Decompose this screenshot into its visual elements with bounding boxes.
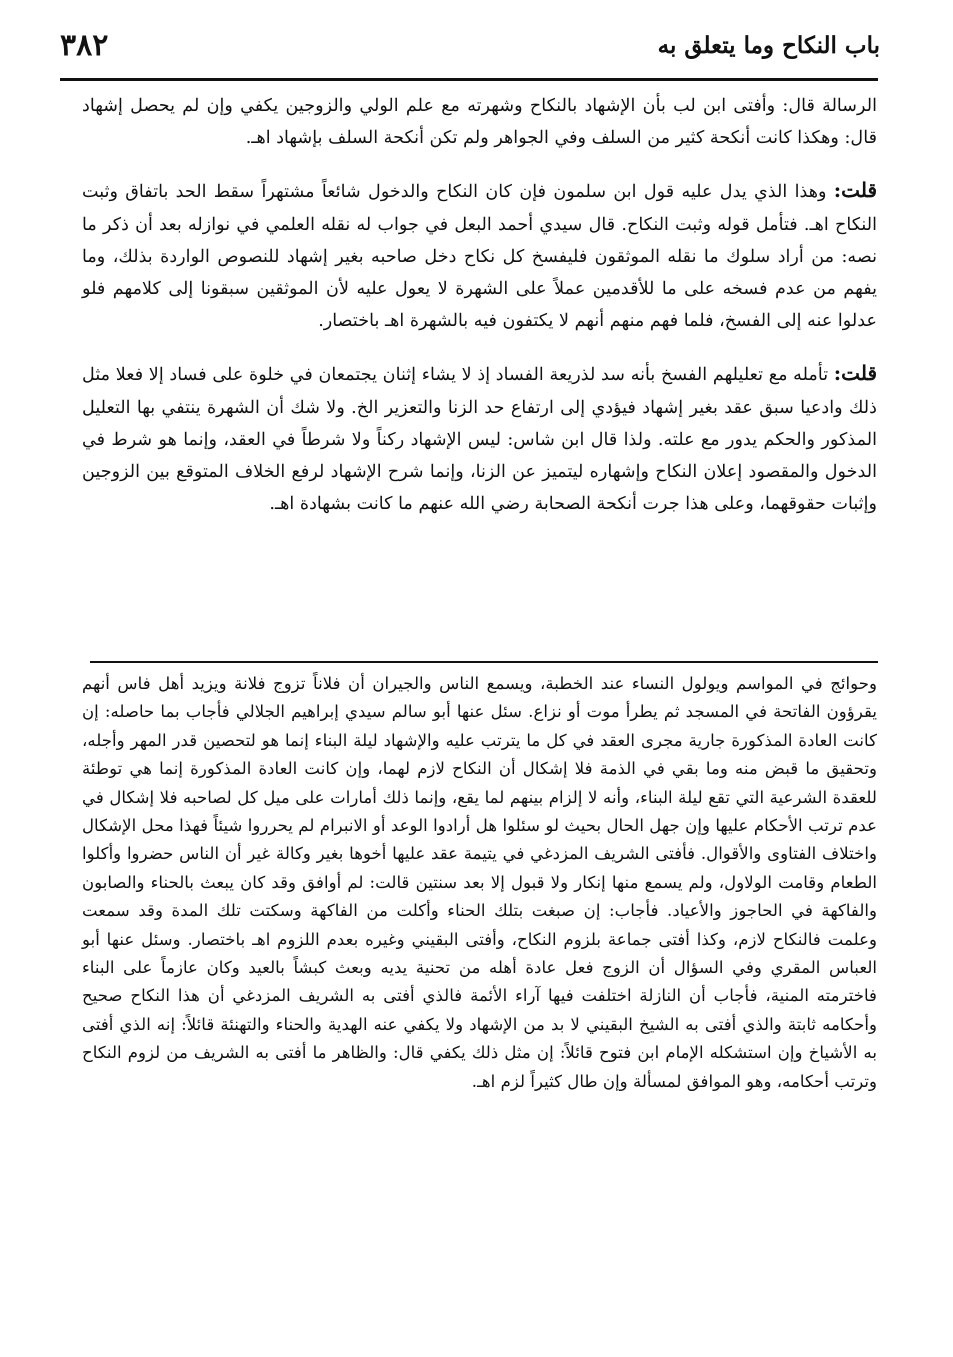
page-number: ٣٨٢ [60,28,109,63]
page-header [60,24,880,76]
paragraph-text: تأمله مع تعليلهم الفسخ بأنه سد لذريعة الفساد إذ لا يشاء إثنان يجتمعان في خلوة على فساد إلا فعلا مثل ذلك وادعيا سبق عقد بغير إشهاد فيؤدي إلى ارتفاع حد الزنا والتعزير الخ. ولا شك أن الشهرة ينتفي بها التعليل المذكور والحكم يدور مع علته. ولذا قال ابن شاس: ليس الإشهاد ركناً ولا شرطاً في العقد، وإنما هو شرط في الدخول والمقصود إعلان النكاح وإشهاره ليتميز عن الزنا، وإنما شرح الإشهاد لرفع الخلاف المتوقع بين الزوجين وإثبات حقوقهما، وعلى هذا جرت أنكحة الصحابة رضي الله عنهم ما كانت بشهادة اهـ. [82,365,877,515]
footnotes [82,670,877,1096]
paragraph-text: وهذا الذي يدل عليه قول ابن سلمون فإن كان النكاح والدخول شائعاً مشتهراً سقط الحد باتفاق وثبت النكاح اهـ. فتأمل قوله وثبت النكاح. قال سيدي أحمد البعل في جواب له نقله العلمي في نوازله بعد أن ذكر ما نصه: من أراد سلوك ما نقله الموثقون فليفسخ كل نكاح دخل صاحبه بغير إشهاد للنصوص الواردة بذلك، وما يفهم من عدم فسخه على ما للأقدمين عملاً على الشهرة لا يعول عليه لأن الموثقين سبقونا إلى كلامهم فلو عدلوا عنه إلى الفسخ، فلما فهم منهم أنهم لا يكتفون فيه بالشهرة اهـ باختصار. [82,182,877,332]
footnote-paragraph: وحوائج في المواسم ويولول النساء عند الخطبة، ويسمع الناس والجيران أن فلاناً تزوج فلانة ويزيد أهل فاس أنهم يقرؤون الفاتحة في المسجد ثم يطرأ موت أو نزاع. سئل عنها أبو سالم سيدي إبراهيم الجلالي فأجاب بما حاصله: إن كانت العادة المذكورة جارية مجرى العقد في كل ما يترتب عليه والإشهاد ليلة البناء إنما هو لتحصين قدر المهر وأجله، وتحقيق ما قبض منه وما بقي في الذمة فلا إشكال أن النكاح لازم لهما، وإن كانت العادة المذكورة إنما هي توطئة للعقدة الشرعية التي تقع ليلة البناء، وأنه لا إلزام بينهم لما يقع، وإنما ذلك أمارات على ميل كل لصاحبه فلا إشكال في عدم ترتب الأحكام عليها وإن جهل الحال بحيث لو سئلوا هل أرادوا الوعد أو الانبرام لم يحرروا شيئاً فهذا محل الإشكال واختلاف الفتاوى والأقوال. فأفتى الشريف المزدغي في يتيمة عقد عليها أخوها بغير وكالة غير أن الناس حضروا وأكلوا الطعام وقامت الولاول، ولم يسمع منها إنكار ولا قبول إلا بعد سنتين قالت: لم أوافق وقد كان يبعث بالحناء والصابون والفاكهة في الحاجوز والأعياد. فأجاب: إن صبغت بتلك الحناء وأكلت من الفاكهة وسكتت تلك المدة وقد سمعت وعلمت فالنكاح لازم، وكذا أفتى جماعة بلزوم النكاح، وأفتى البقيني وغيره بعدم اللزوم اهـ باختصار. وسئل عنها أبو العباس المقري وفي السؤال أن الزوج فعل عادة أهله من تحنية يديه وبعث كبشاً بالعيد وكان عازماً على البناء فاخترمته المنية، فأجاب أن النازلة اختلفت فيها آراء الأئمة فالذي أفتى به الشريف المزدغي أن هذا النكاح صحيح وأحكامه ثابتة والذي أفتى به الشيخ البقيني لا بد من الإشهاد ولا يكفي عنه الهدية والحناء والتهنئة قائلاً: إنه الذي أفتى به الأشياخ وإن استشكله الإمام ابن فتوح قائلاً: إن مثل ذلك يكفي قال: والظاهر ما أفتى به الشريف من لزوم النكاح وترتب أحكامه، وهو الموافق لمسألة وإن طال كثيراً لزم اهـ. [82,674,877,1091]
header-divider [60,78,878,81]
paragraph-lead: قلت: [833,361,877,386]
paragraph [82,88,877,154]
paragraph [82,357,877,520]
chapter-title: باب النكاح وما يتعلق به [657,32,880,59]
paragraph [82,174,877,337]
footnote-divider [90,661,878,663]
paragraph-text: الرسالة قال: وأفتى ابن لب بأن الإشهاد بالنكاح وشهرته مع علم الولي والزوجين يكفي وإن لم يحصل إشهاد قال: وهكذا كانت أنكحة كثير من السلف وفي الجواهر ولم تكن أنكحة السلف بإشهاد اهـ. [82,96,877,149]
paragraph-lead: قلت: [833,178,877,203]
main-text [82,88,877,520]
